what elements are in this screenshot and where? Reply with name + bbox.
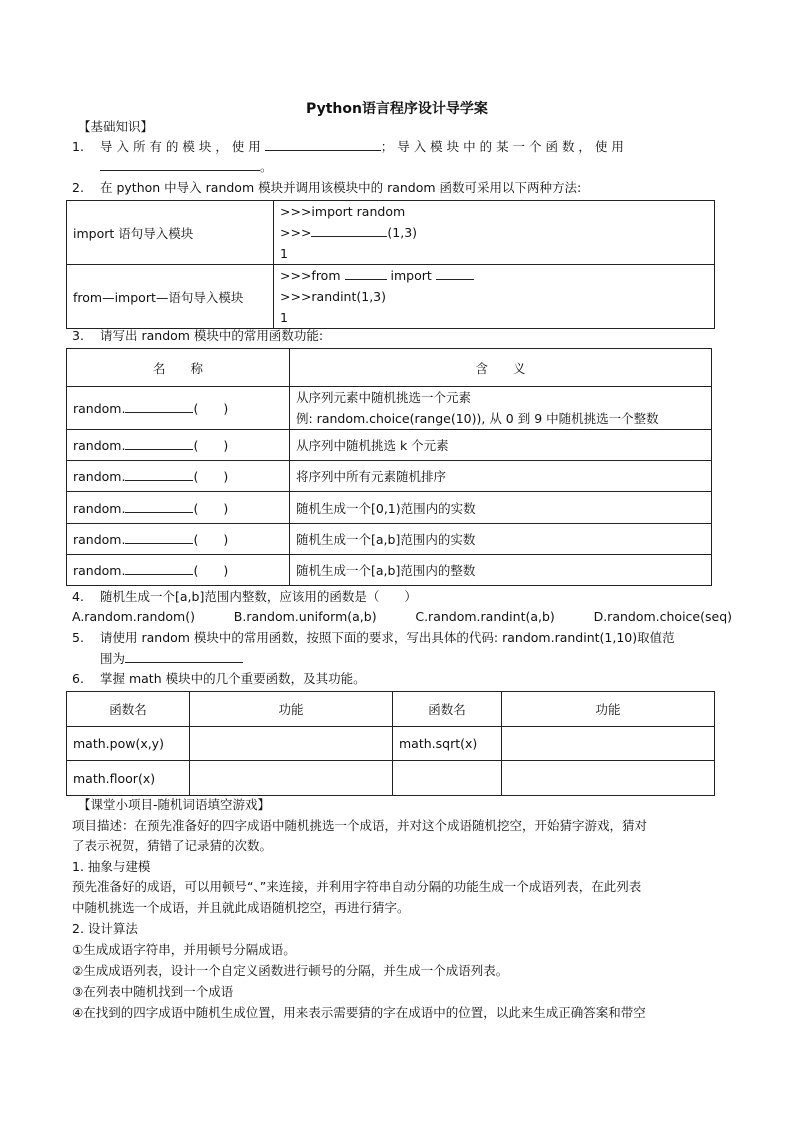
code-line: >>> (1,3): [280, 225, 418, 240]
answer-blank[interactable]: [125, 649, 243, 663]
table-cell: random. ( ): [67, 387, 290, 430]
question-4-text: 随机生成一个[a,b]范围内整数，应该用的函数是（ ）: [100, 589, 417, 604]
answer-cell[interactable]: [393, 761, 502, 796]
question-3-text: 请写出 random 模块中的常用函数功能:: [100, 328, 324, 343]
question-4-options: [72, 607, 732, 627]
section-heading-project: 【课堂小项目-随机词语填空游戏】: [78, 797, 271, 812]
code-line: >>>randint(1,3): [280, 289, 387, 304]
table-cell: 随机生成一个[a,b]范围内的整数: [290, 555, 712, 586]
answer-blank[interactable]: [345, 266, 387, 280]
answer-blank[interactable]: [125, 499, 193, 513]
answer-blank[interactable]: [125, 436, 193, 450]
question-5: [72, 628, 722, 648]
table-cell: from—import—语句导入模块: [67, 265, 274, 329]
table-cell: import 语句导入模块: [67, 201, 274, 265]
project-description: 项目描述：在预先准备好的四字成语中随机挑选一个成语，并对这个成语随机挖空，开始猜字游戏，猜对: [72, 818, 648, 833]
header-function-name: 函数名: [393, 692, 502, 727]
question-1-text-a: 导 入 所 有 的 模 块 ， 使 用: [100, 139, 261, 154]
table-cell: 随机生成一个[a,b]范围内的实数: [290, 524, 712, 555]
answer-blank[interactable]: [100, 157, 260, 171]
table-cell: [274, 265, 715, 329]
question-number: 1.: [72, 139, 84, 154]
header-meaning: 含 义: [290, 349, 712, 387]
answer-blank[interactable]: [311, 223, 387, 237]
period: 。: [260, 159, 273, 174]
import-methods-table: [66, 200, 715, 329]
table-cell: math.pow(x,y): [67, 727, 190, 761]
question-number: 5.: [72, 630, 84, 645]
random-functions-table: [66, 348, 712, 586]
question-4: [72, 587, 722, 607]
option-b[interactable]: B.random.uniform(a,b): [233, 609, 377, 624]
answer-cell[interactable]: [190, 727, 393, 761]
table-cell: 从序列元素中随机挑选一个元素 例: random.choice(range(10)), 从 0 到 9 中随机挑选一个整数: [290, 387, 712, 430]
table-cell: random. ( ): [67, 524, 290, 555]
table-cell: 随机生成一个[0,1)范围内的实数: [290, 492, 712, 524]
answer-blank[interactable]: [436, 266, 474, 280]
question-number: 3.: [72, 328, 84, 343]
answer-cell[interactable]: [502, 761, 715, 796]
header-function-name: 函数名: [67, 692, 190, 727]
algorithm-step: ③在列表中随机找到一个成语: [72, 984, 234, 999]
code-line: 1: [280, 246, 288, 261]
answer-blank[interactable]: [125, 399, 193, 413]
algorithm-step: ④在找到的四字成语中随机生成位置，用来表示需要猜的字在成语中的位置，以此来生成正确答案和带空: [72, 1005, 646, 1020]
option-c[interactable]: C.random.randint(a,b): [415, 609, 555, 624]
table-cell: [274, 201, 715, 265]
question-1: [72, 137, 722, 157]
question-1-text-b: ； 导 入 模 块 中 的 某 一 个 函 数 ， 使 用: [380, 139, 624, 154]
algorithm-step: ②生成成语列表，设计一个自定义函数进行顿号的分隔，并生成一个成语列表。: [72, 963, 509, 978]
table-cell: 从序列中随机挑选 k 个元素: [290, 430, 712, 461]
answer-cell[interactable]: [502, 727, 715, 761]
table-cell: random. ( ): [67, 555, 290, 586]
option-d[interactable]: D.random.choice(seq): [593, 609, 732, 624]
header-function: 功能: [190, 692, 393, 727]
option-a[interactable]: A.random.random(): [72, 609, 195, 624]
question-2-text: 在 python 中导入 random 模块并调用该模块中的 random 函数可采用以下两种方法:: [100, 180, 582, 195]
answer-blank[interactable]: [125, 561, 193, 575]
code-line: 1: [280, 310, 288, 325]
answer-blank[interactable]: [125, 530, 193, 544]
answer-blank[interactable]: [125, 467, 193, 481]
question-3: [72, 326, 722, 346]
table-cell: math.floor(x): [67, 761, 190, 796]
question-6: [72, 669, 722, 689]
paragraph: 预先准备好的成语，可以用顿号“、”来连接，并利用字符串自动分隔的功能生成一个成语列表，在此列表: [72, 879, 642, 894]
project-description-cont: 了表示祝贺，猜错了记录猜的次数。: [72, 838, 273, 853]
answer-blank[interactable]: [265, 137, 381, 151]
table-cell: math.sqrt(x): [393, 727, 502, 761]
step-heading-1: 1. 抽象与建模: [72, 859, 151, 874]
question-6-text: 掌握 math 模块中的几个重要函数，及其功能。: [100, 671, 366, 686]
code-line: >>>import random: [280, 204, 406, 219]
question-number: 2.: [72, 180, 84, 195]
algorithm-step: ①生成成语字符串，并用顿号分隔成语。: [72, 942, 296, 957]
question-2: [72, 178, 722, 198]
question-number: 4.: [72, 589, 84, 604]
question-5-text-2: 围为: [100, 651, 126, 666]
math-functions-table: [66, 691, 715, 796]
code-line: >>>from import: [280, 265, 708, 286]
question-1-cont: [100, 157, 750, 177]
step-heading-2: 2. 设计算法: [72, 921, 138, 936]
section-heading-basics: 【基础知识】: [78, 119, 154, 134]
question-number: 6.: [72, 671, 84, 686]
table-cell: random. ( ): [67, 461, 290, 492]
question-5-cont: [100, 649, 750, 669]
header-function: 功能: [502, 692, 715, 727]
question-5-text: 请使用 random 模块中的常用函数，按照下面的要求，写出具体的代码: random.randint(1,10)取值范: [100, 630, 675, 645]
answer-cell[interactable]: [190, 761, 393, 796]
table-cell: random. ( ): [67, 492, 290, 524]
document-title: Python语言程序设计导学案: [306, 101, 488, 117]
table-cell: random. ( ): [67, 430, 290, 461]
table-cell: 将序列中所有元素随机排序: [290, 461, 712, 492]
header-name: 名 称: [67, 349, 290, 387]
paragraph: 中随机挑选一个成语，并且就此成语随机挖空，再进行猜字。: [72, 900, 410, 915]
